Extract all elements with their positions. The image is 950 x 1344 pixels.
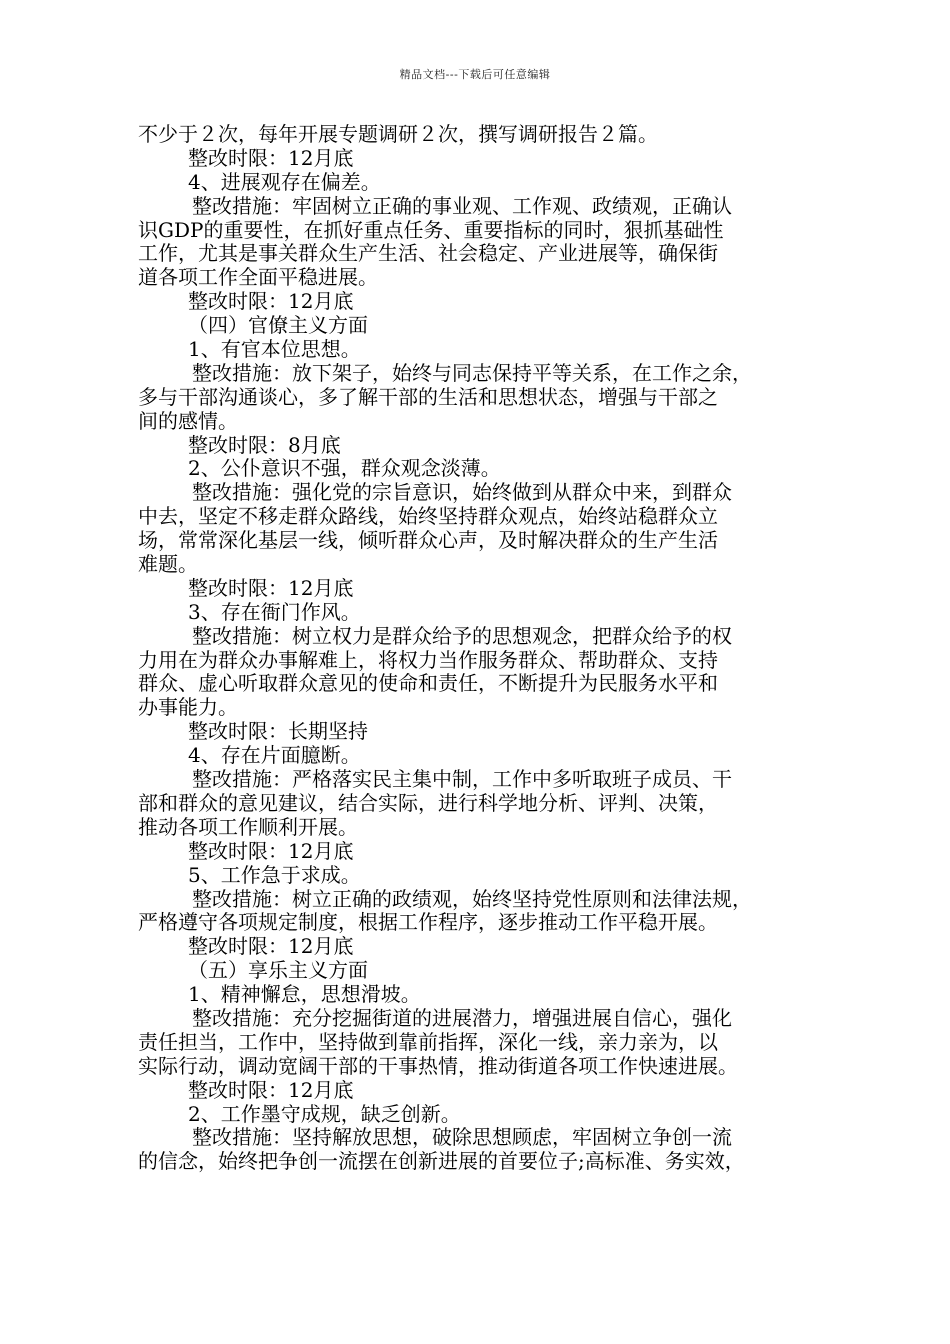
text-line: 推动各项工作顺利开展。 (138, 814, 358, 839)
text-line: 难题。 (138, 552, 198, 577)
text-line: 整改时限：12月底 (188, 934, 354, 959)
text-line: 工作，尤其是事关群众生产生活、社会稳定、产业进展等，确保街 (138, 241, 718, 266)
text-line: 整改时限：12月底 (188, 145, 354, 170)
text-line: 严格遵守各项规定制度，根据工作程序，逐步推动工作平稳开展。 (138, 910, 718, 935)
text-line: 实际行动，调动宽阔干部的干事热情，推动街道各项工作快速进展。 (138, 1053, 738, 1078)
text-line: 整改时限：8月底 (188, 432, 341, 457)
text-line: 5、工作急于求成。 (188, 862, 361, 887)
page-header: 精品文档---下载后可任意编辑 (399, 68, 551, 81)
text-line: 群众、虚心听取群众意见的使命和责任，不断提升为民服务水平和 (138, 671, 718, 696)
text-line: 责任担当，工作中，坚持做到靠前指挥，深化一线，亲力亲为，以 (138, 1029, 718, 1054)
text-line: 整改时限：12月底 (188, 575, 354, 600)
text-line: 整改措施：坚持解放思想，破除思想顾虑，牢固树立争创一流 (192, 1125, 732, 1150)
text-line: 整改措施：强化党的宗旨意识，始终做到从群众中来，到群众 (192, 480, 732, 505)
text-line: 道各项工作全面平稳进展。 (138, 265, 378, 290)
text-line: 2、工作墨守成规，缺乏创新。 (188, 1101, 461, 1126)
text-line: 的信念，始终把争创一流摆在创新进展的首要位子;高标准、务实效， (138, 1149, 745, 1174)
text-line: 3、存在衙门作风。 (188, 599, 361, 624)
text-line: 场，常常深化基层一线，倾听群众心声，及时解决群众的生产生活 (138, 528, 718, 553)
text-line: 整改时限：12月底 (188, 838, 354, 863)
text-line: 1、精神懈怠，思想滑坡。 (188, 982, 421, 1007)
text-line: （五）享乐主义方面 (188, 958, 368, 983)
text-line: 中去，坚定不移走群众路线，始终坚持群众观点，始终站稳群众立 (138, 504, 718, 529)
text-line: 整改时限：长期坚持 (188, 719, 368, 744)
text-line: 整改措施：放下架子，始终与同志保持平等关系，在工作之余， (192, 360, 752, 385)
text-line: 1、有官本位思想。 (188, 337, 361, 362)
text-line: 办事能力。 (138, 695, 238, 720)
text-line: 4、存在片面臆断。 (188, 743, 361, 768)
text-line: 力用在为群众办事解难上，将权力当作服务群众、帮助群众、支持 (138, 647, 718, 672)
text-line: 整改措施：树立正确的政绩观，始终坚持党性原则和法律法规， (192, 886, 752, 911)
text-line: 整改措施：严格落实民主集中制，工作中多听取班子成员、干 (192, 767, 732, 792)
text-line: 识GDP的重要性，在抓好重点任务、重要指标的同时，狠抓基础性 (138, 217, 724, 242)
text-line: 间的感情。 (138, 408, 238, 433)
text-line: 整改措施：牢固树立正确的事业观、工作观、政绩观，正确认 (192, 193, 732, 218)
text-line: 4、进展观存在偏差。 (188, 169, 381, 194)
text-line: 部和群众的意见建议，结合实际，进行科学地分析、评判、决策， (138, 790, 718, 815)
text-line: 整改时限：12月底 (188, 1077, 354, 1102)
document-body (138, 123, 828, 1174)
text-line: （四）官僚主义方面 (188, 313, 368, 338)
text-line: 多与干部沟通谈心，多了解干部的生活和思想状态，增强与干部之 (138, 384, 718, 409)
text-line: 不少于２次，每年开展专题调研２次，撰写调研报告２篇。 (138, 122, 658, 146)
text-line: 整改时限：12月底 (188, 289, 354, 314)
text-line: 2、公仆意识不强，群众观念淡薄。 (188, 456, 501, 481)
text-line: 整改措施：充分挖掘街道的进展潜力，增强进展自信心，强化 (192, 1005, 732, 1030)
text-line: 整改措施：树立权力是群众给予的思想观念，把群众给予的权 (192, 623, 732, 648)
